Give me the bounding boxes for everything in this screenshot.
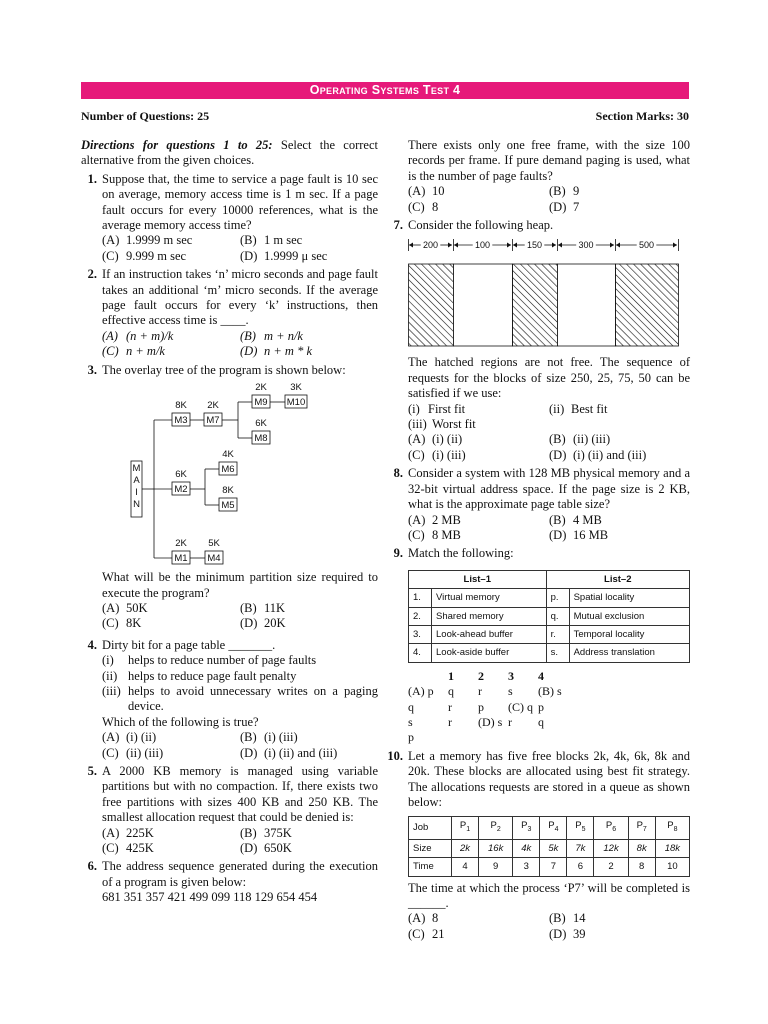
node-size: 2K [175,538,187,550]
option-text: 8 MB [432,527,461,542]
statement-item: (iii) helps to avoid unnecessary writes on a paging device. [102,683,378,714]
answer-options [102,730,378,761]
option-letter: (C) [102,841,119,855]
option-letter: (B) [549,432,566,447]
option-letter: (A) [102,600,120,615]
answer-option[interactable] [408,911,549,926]
heap-diagram [408,237,684,349]
tree-node [285,382,307,408]
heap-size-label: 100 [474,240,491,251]
answer-option[interactable] [102,826,240,841]
question-7: 7. Consider the following heap. 200 100 150 300 500 The hatched regions are not free. The sequence of requests for the blocks of size 250, 25, 75, 50 can be satisfied if we use: (i) First fit (ii) Best fit (iii) Worst fit (A) (i) (ii) (B) (ii) (iii) (C) (i) (iii) (D) (i) (ii) and (iii) [393,218,690,462]
tree-node [252,418,270,444]
node-size: 8K [175,400,187,412]
answer-option[interactable] [240,841,378,856]
tree-node [204,400,222,426]
match-options [408,669,690,746]
option-letter: (D) [240,616,258,631]
question-1: 1. Suppose that, the time to service a page fault is 10 sec on average, memory access time is 1 m sec. If a page fault occurs for every 10000 references, what is the average memory access time? (A) 1.9999 m sec (B) 1 m sec (C) 9.999 m sec (D) 1.9999 μ sec [87,171,378,263]
option-text: (i) (iii) [432,447,466,462]
node-label: M3 [174,415,188,427]
answer-option[interactable] [549,911,690,926]
right-column [387,138,690,945]
answer-option[interactable] [408,513,549,528]
node-label: M5 [221,500,235,512]
match-header: 3 [508,668,514,683]
answer-option[interactable] [408,184,549,199]
answer-options [408,432,690,463]
question-9: 9. Match the following: List–1 List–2 1. Virtual memory p. Spatial locality 2. Shared memory q. Mutual exclusion 3. Look-ahead buffer r. Temporal locality 4. Look-aside buffer s. Address translation 1 2 3 4 (A) p q r s (B) s q r p (C) q p s r (D) s r q p [387,546,690,745]
answer-option[interactable] [408,927,549,942]
option-text: 4 MB [573,512,602,527]
option-letter: (B) [549,512,566,527]
option-text: 8 [432,911,439,926]
node-size: 4K [222,449,234,461]
main-letter: A [133,475,140,487]
answer-option[interactable] [102,616,240,631]
node-size: 8K [222,485,234,497]
node-label: M6 [221,464,235,476]
option-letter: (C) [102,248,119,263]
option-letter: (B) [240,233,257,248]
option-text: (i) (ii) and (iii) [264,745,338,760]
option-text: (i) (ii) and (iii) [573,447,647,462]
option-text: 7 [573,199,580,214]
match-option-value: r [448,714,452,729]
option-letter: (C) [102,344,119,359]
option-letter: (C) [408,926,425,941]
match-option-label[interactable]: (A) p [408,684,434,699]
question-6: 6. The address sequence generated during the execution of a program is given below: 681 351 357 421 499 099 118 129 654 454 [87,859,378,905]
match-row: 3. Look-ahead buffer r. Temporal locality [409,625,690,643]
node-size: 5K [208,538,220,550]
option-text: (i) (iii) [264,730,298,745]
tree-node [172,400,190,426]
match-row: 2. Shared memory q. Mutual exclusion [409,607,690,625]
option-text: (i) (ii) [126,730,157,745]
option-letter: (B) [240,825,257,840]
answer-option[interactable] [549,513,690,528]
option-letter: (D) [549,527,567,542]
node-label: M4 [207,553,221,565]
job-header-row: Job $P_1$ $P_2$ $P_3$ $P_4$ $P_5$ $P_6$ $P_7$ $P_8$ [409,817,690,839]
match-option-label[interactable]: (C) q [508,699,533,714]
option-text: 1.9999 m sec [126,233,193,248]
option-text: 1.9999 μ sec [264,248,328,263]
answer-option[interactable] [102,329,240,344]
option-text: 20K [264,616,286,631]
option-letter: (D) [240,841,258,855]
option-letter: (A) [102,328,118,343]
question-3: 3. The overlay tree of the program is shown below: M A I N 8K M3 2K M7 2K M9 3K M10 6K M8 6K M2 4K M6 8K M5 2K M1 5K M4 What will be the minimum partition size required to execute the program? (A) 50K (B) 11K (C) 8K (D) 20K [81,363,378,632]
option-letter: (D) [240,745,258,760]
option-letter: (A) [408,184,426,199]
match-option-value: r [508,714,512,729]
answer-option[interactable] [102,344,240,359]
number-of-questions: Number of Questions: 25 [81,109,210,123]
match-option-label[interactable]: (D) s [478,714,503,729]
option-text: 10 [432,184,445,199]
option-letter: (D) [549,199,567,214]
answer-option[interactable] [408,528,549,543]
answer-option[interactable] [549,184,690,199]
tree-node [172,469,190,495]
heap-size-label: 200 [422,240,439,251]
option-letter: (C) [408,527,425,542]
job-table [408,816,690,876]
option-text: 225K [126,825,154,840]
option-letter: (B) [549,184,566,199]
statement-item: (i) helps to reduce number of page faults [102,653,317,668]
option-text: (i) (ii) [432,432,463,447]
node-size: 3K [290,382,302,394]
answer-option[interactable] [549,432,690,447]
left-column [81,138,378,909]
option-text: 50K [126,600,148,615]
directions: Directions for questions 1 to 25: Select the correct alternative from the given choices. [81,138,378,168]
match-option-value: r [478,684,482,699]
match-header: 2 [478,668,484,683]
match-option-label[interactable]: (B) s [538,684,562,699]
option-text: (n + m)/k [126,328,174,343]
option-letter: (B) [549,911,566,926]
answer-option[interactable] [240,601,378,616]
question-4: 4. Dirty bit for a page table _______. (i) helps to reduce number of page faults (ii) helps to reduce page fault penalty (iii) helps to avoid unnecessary writes on a paging device. Which of the following is true? (A) (i) (ii) (B) (i) (iii) (C) (ii) (iii) (D) (i) (ii) and (iii) [87,637,378,760]
option-letter: (B) [240,730,257,745]
main-letter: M [132,463,141,475]
option-text: (ii) (iii) [126,745,164,760]
option-letter: (D) [549,926,567,941]
statement-item: (ii) helps to reduce page fault penalty [102,668,297,683]
node-size: 6K [175,469,187,481]
answer-option[interactable] [240,826,378,841]
question-2: 2. If an instruction takes ‘n’ micro seconds and page fault takes an additional ‘m’ micro seconds. If the average page fault occurs for every ‘k’ instructions, then effective access time is ____. (A) (n + m)/k (B) m + n/k (C) n + m/k (D) n + m * k [87,267,378,359]
tree-node [172,538,190,564]
answer-options [102,601,378,632]
node-label: M9 [254,397,268,409]
heap-block-used [409,264,454,346]
match-header: 1 [448,668,454,683]
main-letter: N [133,499,140,511]
answer-option[interactable] [240,249,378,264]
option-text: 11K [264,600,286,615]
answer-option[interactable] [102,746,240,761]
answer-option[interactable] [408,448,549,463]
answer-option[interactable] [240,344,378,359]
node-label: M1 [174,553,188,565]
heap-size-label: 500 [638,240,655,251]
question-10: 10. Let a memory has five free blocks 2k, 4k, 6k, 8k and 20k. These blocks are allocated using best fit strategy. The allocations requests are stored in a queue as shown below: Job $P_1$ $P_2$ $P_3$ $P_4$ $P_5$ $P_6$ $P_7$ $P_8$ Size 2k 16k 4k 5k 7k 12k 8k 18k Time 4 9 3 7 6 2 8 10 The time at which the process ‘P7’ will be completed is ______. (A) 8 (B) 14 (C) 21 (D) 39 [387,748,690,941]
option-text: 8K [126,616,142,631]
question-8: 8. Consider a system with 128 MB physical memory and a 32-bit virtual address space. If the page size is 2 KB, what is the approximate page table size? (A) 2 MB (B) 4 MB (C) 8 MB (D) 16 MB [393,466,690,542]
answer-option[interactable] [549,200,690,215]
answer-options [408,184,690,215]
list2-header: List–2 [546,570,689,588]
overlay-tree-diagram [81,378,357,568]
main-letter: I [135,487,138,499]
match-option-value: p [538,699,544,714]
node-size: 6K [255,418,267,430]
option-letter: (A) [408,432,426,447]
option-text: m + n/k [264,328,303,343]
option-letter: (C) [102,616,119,631]
option-text: 425K [126,841,154,855]
option-text: 1 m sec [264,233,303,248]
answer-option[interactable] [240,233,378,248]
answer-option[interactable] [102,233,240,248]
answer-option[interactable] [102,249,240,264]
answer-options [102,329,378,360]
answer-option[interactable] [102,730,240,745]
heap-block-used [616,264,679,346]
answer-option[interactable] [102,841,240,856]
option-text: (ii) (iii) [573,432,611,447]
match-option-value: s [508,684,513,699]
heap-size-label: 150 [526,240,543,251]
match-table [408,570,690,663]
answer-option[interactable] [408,200,549,215]
job-size-row: Size 2k 16k 4k 5k 7k 12k 8k 18k [409,839,690,857]
answer-option[interactable] [549,448,690,463]
heap-block-free [558,264,616,346]
heap-block-used [513,264,558,346]
tree-node [219,485,237,511]
answer-options [102,233,378,264]
option-letter: (A) [102,233,120,248]
match-header-spacer [408,669,448,684]
match-row: 1. Virtual memory p. Spatial locality [409,589,690,607]
answer-options [408,911,690,942]
fit-items-row: (i) First fit (ii) Best fit [408,401,608,416]
test-title-banner: Operating Systems Test 4 [81,82,689,99]
match-option-value: q [538,714,544,729]
option-text: 21 [432,926,445,941]
match-option-value: s [408,714,413,729]
answer-option[interactable] [240,746,378,761]
node-label: M8 [254,433,268,445]
section-marks: Section Marks: 30 [595,109,689,123]
job-time-row: Time 4 9 3 7 6 2 8 10 [409,858,690,876]
option-letter: (C) [102,745,119,760]
option-text: 8 [432,199,439,214]
list1-header: List–1 [409,570,547,588]
option-text: 14 [573,911,586,926]
question-6-continued: There exists only one free frame, with the size 100 records per frame. If pure demand paging is used, what is the number of page faults? (A) 10 (B) 9 (C) 8 (D) 7 [408,138,690,214]
answer-options [408,513,690,544]
option-text: 9 [573,184,580,199]
answer-option[interactable] [408,432,549,447]
answer-option[interactable] [240,730,378,745]
option-letter: (D) [549,447,567,462]
option-letter: (A) [408,512,426,527]
match-option-value: r [448,699,452,714]
heap-size-label: 300 [578,240,594,251]
option-text: 16 MB [573,527,609,542]
match-row: 4. Look-aside buffer s. Address translation [409,644,690,662]
option-letter: (B) [240,328,256,343]
option-text: 2 MB [432,512,461,527]
option-letter: (C) [408,447,425,462]
option-text: 39 [573,926,586,941]
option-letter: (B) [240,600,257,615]
option-letter: (D) [240,248,258,263]
match-option-value: p [478,699,484,714]
node-size: 2K [255,382,267,394]
address-sequence: 681 351 357 421 499 099 118 129 654 454 [102,890,318,905]
option-text: n + m/k [126,344,165,359]
option-letter: (D) [240,344,258,359]
option-text: n + m * k [264,344,313,359]
answer-option[interactable] [240,616,378,631]
match-header: 4 [538,668,544,683]
option-text: 375K [264,825,292,840]
tree-node [219,449,237,475]
answer-option[interactable] [240,329,378,344]
tree-node [205,538,223,564]
option-letter: (C) [408,199,425,214]
answer-option[interactable] [102,601,240,616]
option-text: 9.999 m sec [126,248,187,263]
match-option-value: q [408,699,414,714]
node-label: M10 [286,397,306,409]
option-text: 650K [264,841,292,855]
answer-option[interactable] [549,528,690,543]
node-label: M7 [206,415,220,427]
heap-block-free [454,264,513,346]
option-letter: (A) [102,730,120,745]
answer-options [102,826,378,857]
option-letter: (A) [408,911,426,926]
option-letter: (A) [102,825,120,840]
answer-option[interactable] [549,927,690,942]
match-option-value: p [408,730,414,745]
tree-node [252,382,270,408]
node-label: M2 [174,484,188,496]
match-option-value: q [448,684,454,699]
node-size: 2K [207,400,219,412]
question-5: 5. A 2000 KB memory is managed using variable partitions but with no compaction. If, there exists two free partitions with sizes 400 KB and 250 KB. The smallest allocation request that could be denied is: (A) 225K (B) 375K (C) 425K (D) 650K [87,763,378,855]
